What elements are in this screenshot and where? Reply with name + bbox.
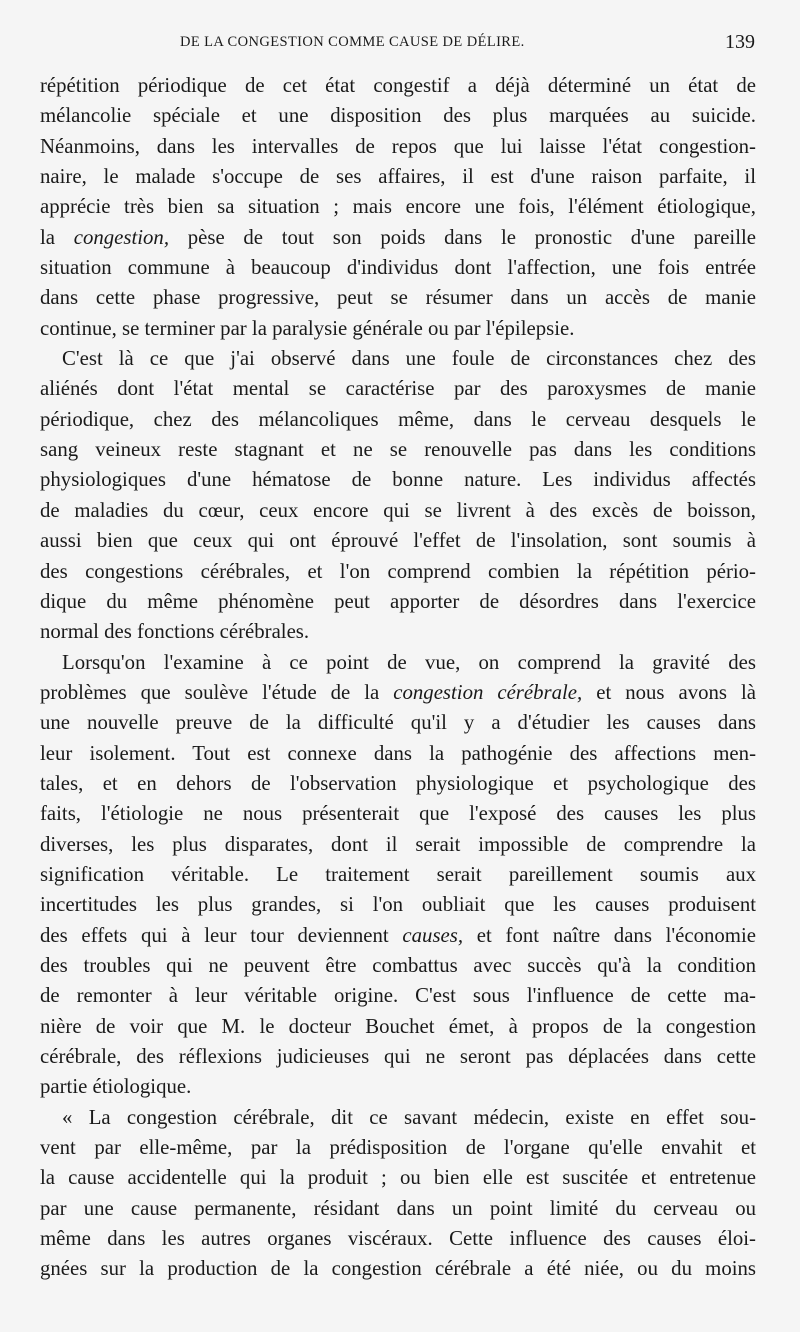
text-line: tales, et en dehors de l'observation physiologique et psychologique des — [40, 771, 756, 795]
text-line: faits, l'étiologie ne nous présenterait que l'exposé des causes les plus — [40, 802, 756, 826]
page-number: 139 — [725, 31, 755, 53]
italic-term: congestion cérébrale, — [393, 680, 583, 704]
text-line — [40, 678, 756, 708]
text-line: gnées sur la production de la congestion cérébrale a été niée, ou du moins — [40, 1257, 756, 1281]
text-line: par une cause permanente, résidant dans un point limité du cerveau ou — [40, 1196, 756, 1220]
text-segment: et nous avons là — [596, 680, 756, 704]
text-line: continue, se terminer par la paralysie générale ou par l'épilepsie. — [40, 316, 575, 340]
page-header — [40, 31, 755, 60]
text-line: de remonter à leur véritable origine. C'est sous l'influence de cette ma- — [40, 984, 756, 1008]
text-line: apprécie très bien sa situation ; mais encore une fois, l'élément étiologique, — [40, 195, 756, 219]
text-line: mélancolie spéciale et une disposition des plus marquées au suicide. — [40, 104, 756, 128]
text-line: diverses, les plus disparates, dont il serait impossible de comprendre la — [40, 832, 756, 856]
text-line: nière de voir que M. le docteur Bouchet émet, à propos de la congestion — [40, 1014, 756, 1038]
text-segment: pèse de tout son poids dans le pronostic d'une pareille — [187, 225, 756, 249]
text-line: normal des fonctions cérébrales. — [40, 620, 310, 644]
text-line: situation commune à beaucoup d'individus dont l'affection, une fois entrée — [40, 256, 756, 280]
italic-term: causes, — [402, 923, 464, 947]
text-line: même dans les autres organes viscéraux. Cette influence des causes éloi- — [40, 1227, 756, 1251]
text-line: cérébrale, des réflexions judicieuses qui ne seront pas déplacées dans cette — [40, 1045, 756, 1068]
text-line: signification véritable. Le traitement serait pareillement soumis aux — [40, 862, 756, 886]
text-line: des troubles qui ne peuvent être combattus avec succès qu'à la condition — [40, 953, 756, 977]
text-line: leur isolement. Tout est connexe dans la pathogénie des affections men- — [40, 741, 756, 765]
text-line: une nouvelle preuve de la difficulté qu'il y a d'étudier les causes dans — [40, 711, 756, 735]
text-line: Néanmoins, dans les intervalles de repos que lui laisse l'état congestion- — [40, 134, 756, 158]
text-segment: des effets qui à leur tour deviennent — [40, 923, 389, 947]
paragraph-start-line: « La congestion cérébrale, dit ce savant médecin, existe en effet sou- — [62, 1105, 756, 1129]
text-line: vent par elle-même, par la prédisposition de l'organe qu'elle envahit et — [40, 1136, 756, 1160]
text-line: la cause accidentelle qui la produit ; ou bien elle est suscitée et entretenue — [40, 1166, 756, 1190]
text-segment: problèmes que soulève l'étude de la — [40, 680, 380, 704]
text-line: des congestions cérébrales, et l'on comprend combien la répétition pério- — [40, 559, 756, 583]
text-line: sang veineux reste stagnant et ne se renouvelle pas dans les conditions — [40, 438, 756, 462]
paragraph-start-line: C'est là ce que j'ai observé dans une foule de circonstances chez des — [62, 347, 756, 371]
text-line: aliénés dont l'état mental se caractérise par des paroxysmes de manie — [40, 377, 756, 401]
text-line — [40, 223, 756, 253]
text-segment: la — [40, 225, 56, 249]
text-line: aussi bien que ceux qui ont éprouvé l'effet de l'insolation, sont soumis à — [40, 529, 756, 553]
text-line: répétition périodique de cet état congestif a déjà déterminé un état de — [40, 74, 756, 97]
text-line: dans cette phase progressive, peut se résumer dans un accès de manie — [40, 286, 756, 310]
text-line: de maladies du cœur, ceux encore qui se livrent à des excès de boisson, — [40, 498, 756, 522]
text-line: partie étiologique. — [40, 1075, 192, 1099]
running-head: DE LA CONGESTION COMME CAUSE DE DÉLIRE. — [180, 34, 525, 50]
body-text — [40, 71, 756, 1285]
text-line: incertitudes les plus grandes, si l'on oubliait que les causes produisent — [40, 893, 756, 917]
text-segment: et font naître dans l'économie — [476, 923, 756, 947]
italic-term: congestion, — [73, 225, 170, 249]
paragraph-start-line: Lorsqu'on l'examine à ce point de vue, on comprend la gravité des — [62, 650, 756, 674]
text-line: naire, le malade s'occupe de ses affaires, il est d'une raison parfaite, il — [40, 165, 756, 189]
text-line: périodique, chez des mélancoliques même, dans le cerveau desquels le — [40, 407, 756, 431]
text-line — [40, 921, 756, 951]
text-line: physiologiques d'une hématose de bonne nature. Les individus affectés — [40, 468, 756, 492]
text-line: dique du même phénomène peut apporter de désordres dans l'exercice — [40, 589, 756, 613]
